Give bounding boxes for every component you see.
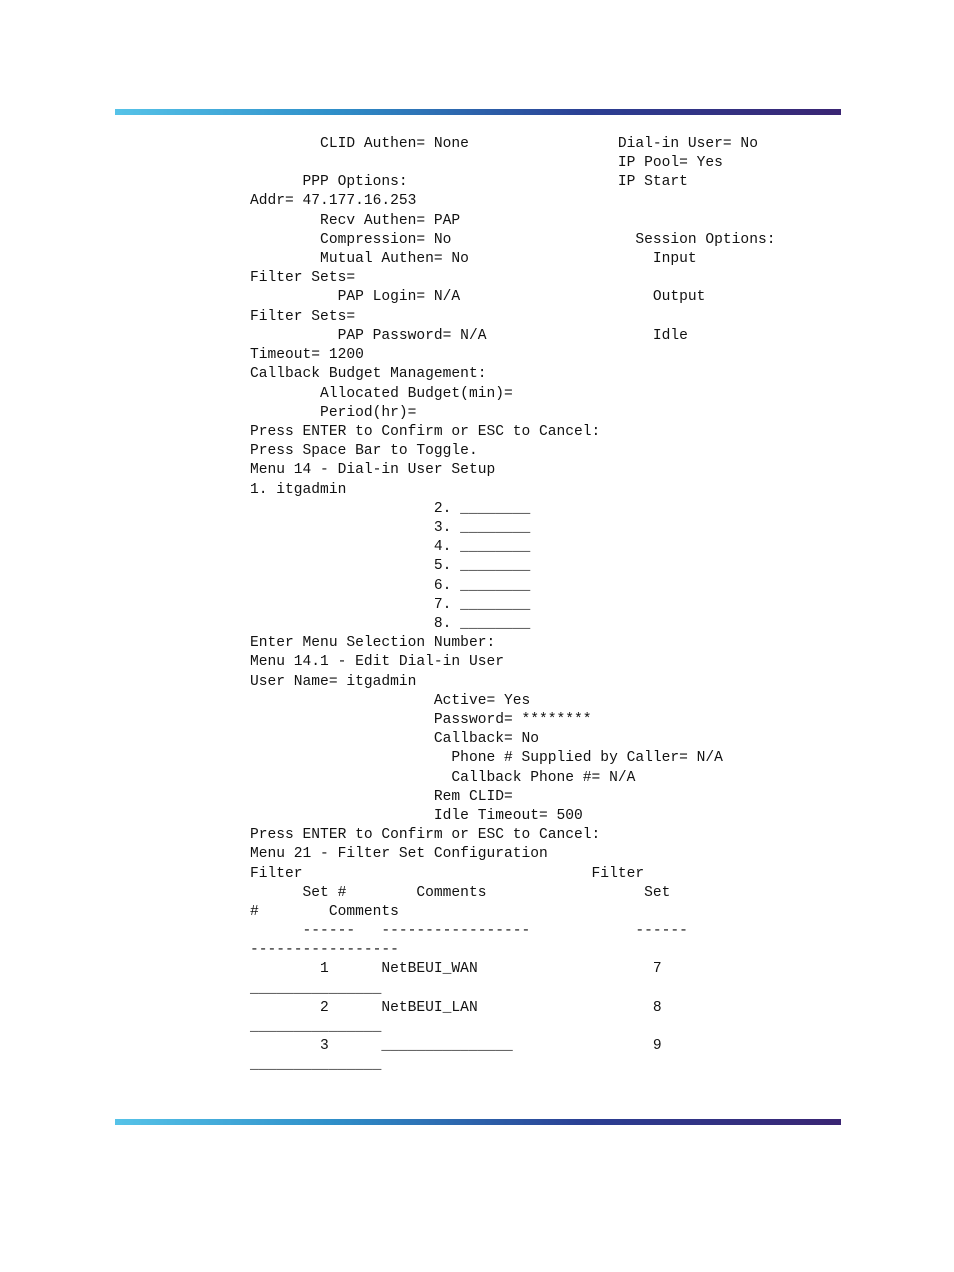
text-line: Filter Sets=	[250, 309, 356, 325]
text-line: Press ENTER to Confirm or ESC to Cancel:	[250, 424, 601, 440]
text-line: Callback Phone #= N/A	[250, 770, 636, 786]
text-line: 7. ________	[250, 597, 531, 613]
text-line: CLID Authen= None Dial-in User= No	[250, 136, 758, 152]
text-line: -----------------	[250, 942, 399, 958]
text-line: Allocated Budget(min)=	[250, 386, 513, 402]
text-line: 3. ________	[250, 520, 531, 536]
text-line: Callback Budget Management:	[250, 366, 487, 382]
text-line: 2 NetBEUI_LAN 8	[250, 1000, 662, 1016]
text-line: _______________	[250, 1019, 382, 1035]
text-line: ------ ----------------- ------	[250, 923, 688, 939]
text-line: Timeout= 1200	[250, 347, 364, 363]
text-line: User Name= itgadmin	[250, 674, 417, 690]
text-line: 4. ________	[250, 539, 531, 555]
text-line: Addr= 47.177.16.253	[250, 193, 417, 209]
text-line: Compression= No Session Options:	[250, 232, 776, 248]
text-line: Active= Yes	[250, 693, 531, 709]
text-line: Recv Authen= PAP	[250, 213, 461, 229]
text-line: Rem CLID=	[250, 789, 513, 805]
text-line: Callback= No	[250, 731, 540, 747]
text-line: Password= ********	[250, 712, 592, 728]
text-line: 1. itgadmin	[250, 482, 347, 498]
header-rule	[115, 109, 841, 115]
text-line: Filter Sets=	[250, 270, 356, 286]
text-line: Period(hr)=	[250, 405, 417, 421]
text-line: Press ENTER to Confirm or ESC to Cancel:	[250, 827, 601, 843]
text-line: PPP Options: IP Start	[250, 174, 688, 190]
text-line: _______________	[250, 981, 382, 997]
text-line: Menu 14.1 - Edit Dial-in User	[250, 654, 504, 670]
text-line: Press Space Bar to Toggle.	[250, 443, 478, 459]
text-line: 6. ________	[250, 578, 531, 594]
text-line: Menu 21 - Filter Set Configuration	[250, 846, 548, 862]
text-line: Filter Filter	[250, 866, 645, 882]
text-line: 3 _______________ 9	[250, 1038, 662, 1054]
text-line: 2. ________	[250, 501, 531, 517]
text-line: IP Pool= Yes	[250, 155, 723, 171]
footer-rule	[115, 1119, 841, 1125]
text-line: 1 NetBEUI_WAN 7	[250, 961, 662, 977]
text-line: # Comments	[250, 904, 399, 920]
text-line: PAP Password= N/A Idle	[250, 328, 688, 344]
text-line: 8. ________	[250, 616, 531, 632]
text-line: PAP Login= N/A Output	[250, 289, 706, 305]
text-line: Set # Comments Set	[250, 885, 671, 901]
text-line: Menu 14 - Dial-in User Setup	[250, 462, 496, 478]
text-line: _______________	[250, 1057, 382, 1073]
text-line: 5. ________	[250, 558, 531, 574]
text-line: Mutual Authen= No Input	[250, 251, 697, 267]
text-line: Phone # Supplied by Caller= N/A	[250, 750, 723, 766]
text-line: Enter Menu Selection Number:	[250, 635, 496, 651]
text-line: Idle Timeout= 500	[250, 808, 583, 824]
